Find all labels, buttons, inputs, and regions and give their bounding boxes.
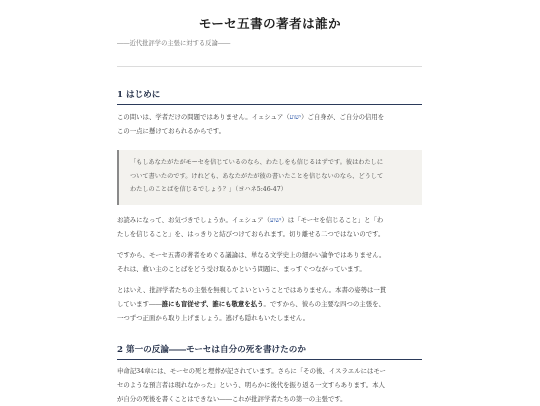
section-2-paragraph-1: 申命記34章には、モーセの死と埋葬が記されています。さらに「その後、イスラエルにはモー セのような預言者は現れなかった」という、明らかに後代を振り返る一文すらあります。本人 が自分の死後を書くことはできない――これが批評学者たちの第一の主張です。 [117,367,386,403]
section-1-rule [117,104,422,105]
title-divider [117,66,422,67]
emphasis-text: 誰にも盲従せず、誰にも敬意を払う [161,300,264,308]
page-title: モーセ五書の著者は誰か [198,16,342,31]
hebrew-name: ישוע [269,216,282,224]
section-2-heading: 2 第一の反論――モーセは自分の死を書けたのか [117,345,306,355]
scripture-quote-block [117,150,422,205]
section-2-rule [117,359,422,360]
section-1-paragraph-4: とはいえ、批評学者たちの主張を無視してよいということではありません。本書の姿勢は一貫 しています――誰にも盲従せず、誰にも敬意を払う。ですから、彼らの主要な四つの主張を、 一つずつ正面から取り上げましょう。逃げも隠れもいたしません。 [117,286,387,322]
hebrew-name: ישוע [289,113,302,121]
quote-text: 「もしあなたがたがモーセを信じているのなら、わたしをも信じるはずです。彼はわたしに ついて書いたのです。けれども、あなたがたが彼の書いたことを信じないのなら、どうして わたしのことばを信じるでしょう？」（ヨハネ5:46-47） [130,159,384,193]
section-1-paragraph-2: お読みになって、お気づきでしょうか。イェシュア（ישוע）は「モーセを信じること」と「わ たしを信じること」を、はっきりと結びつけておられます。切り離せる二つではないのです。 [117,216,385,238]
page-subtitle: ――近代批評学の主張に対する反論―― [117,40,231,47]
section-1-intro-line-2: この一点に懸けておられるからです。 [117,127,226,135]
section-1-paragraph-3: ですから、モーセ五書の著者をめぐる議論は、単なる文学史上の細かい論争ではありません。 それは、救い主のことばをどう受け取るかという問題に、まっすぐつながっています。 [117,251,386,273]
section-1-heading: 1 はじめに [117,90,161,100]
section-1-intro-line-1: この問いは、学者だけの問題ではありません。イェシュア（ישוע）ご自身が、ご自分の信用を [117,113,385,121]
